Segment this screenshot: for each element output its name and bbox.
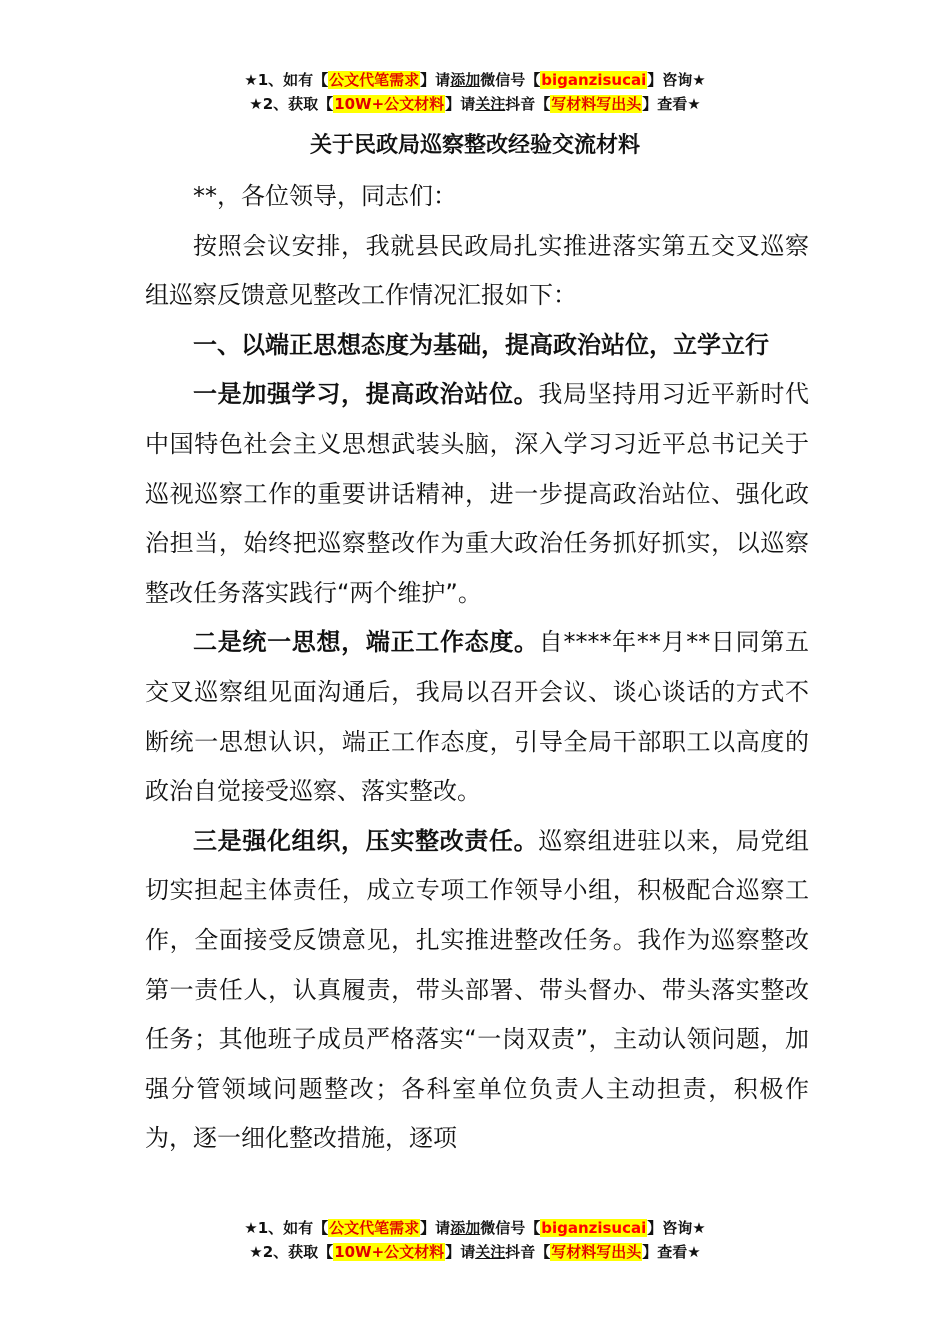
banner-line-1: ★1、如有【公文代笔需求】请添加微信号【biganzisucai】咨询★ xyxy=(244,71,706,89)
intro-paragraph: 按照会议安排，我就县民政局扎实推进落实第五交叉巡察组巡察反馈意见整改工作情况汇报如下： xyxy=(145,231,809,310)
highlight-wechat-id: biganzisucai xyxy=(541,71,647,89)
greeting: **，各位领导，同志们： xyxy=(193,182,457,210)
footer-banner xyxy=(0,1216,950,1264)
highlight-materials: 10W+公文材料 xyxy=(334,1243,445,1261)
highlight-service: 公文代笔需求 xyxy=(329,71,420,89)
highlight-service: 公文代笔需求 xyxy=(329,1219,420,1237)
banner-line-2: ★2、获取【10W+公文材料】请关注抖音【写材料写出头】查看★ xyxy=(249,95,701,113)
banner-line-2: ★2、获取【10W+公文材料】请关注抖音【写材料写出头】查看★ xyxy=(249,1243,701,1261)
header-banner xyxy=(0,68,950,116)
document-title: 关于民政局巡察整改经验交流材料 xyxy=(309,133,640,158)
banner-line-1: ★1、如有【公文代笔需求】请添加微信号【biganzisucai】咨询★ xyxy=(244,1219,706,1237)
section-heading-1: 一、以端正思想态度为基础，提高政治站位，立学立行 xyxy=(193,330,769,359)
highlight-wechat-id: biganzisucai xyxy=(541,1219,647,1237)
document-body xyxy=(145,172,809,1164)
paragraph-1: 一是加强学习，提高政治站位。我局坚持用习近平新时代中国特色社会主义思想武装头脑，深入学习习近平总书记关于巡视巡察工作的重要讲话精神，进一步提高政治站位、强化政治担当，始终把巡察整改作为重大政治任务抓好抓实，以巡察整改任务落实践行“两个维护”。 xyxy=(145,380,810,607)
paragraph-3: 三是强化组织，压实整改责任。巡察组进驻以来，局党组切实担起主体责任，成立专项工作领导小组，积极配合巡察工作，全面接受反馈意见，扎实推进整改任务。我作为巡察整改第一责任人，认真履责，带头部署、带头督办、带头落实整改任务；其他班子成员严格落实“一岗双责”，主动认领问题，加强分管领域问题整改；各科室单位负责人主动担责，积极作为，逐一细化整改措施，逐项 xyxy=(145,826,810,1153)
highlight-douyin: 写材料写出头 xyxy=(551,95,642,113)
paragraph-2: 二是统一思想，端正工作态度。自****年**月**日同第五交叉巡察组见面沟通后，我局以召开会议、谈心谈话的方式不断统一思想认识，端正工作态度，引导全局干部职工以高度的政治自觉接受巡察、落实整改。 xyxy=(145,628,810,806)
highlight-materials: 10W+公文材料 xyxy=(334,95,445,113)
highlight-douyin: 写材料写出头 xyxy=(551,1243,642,1261)
